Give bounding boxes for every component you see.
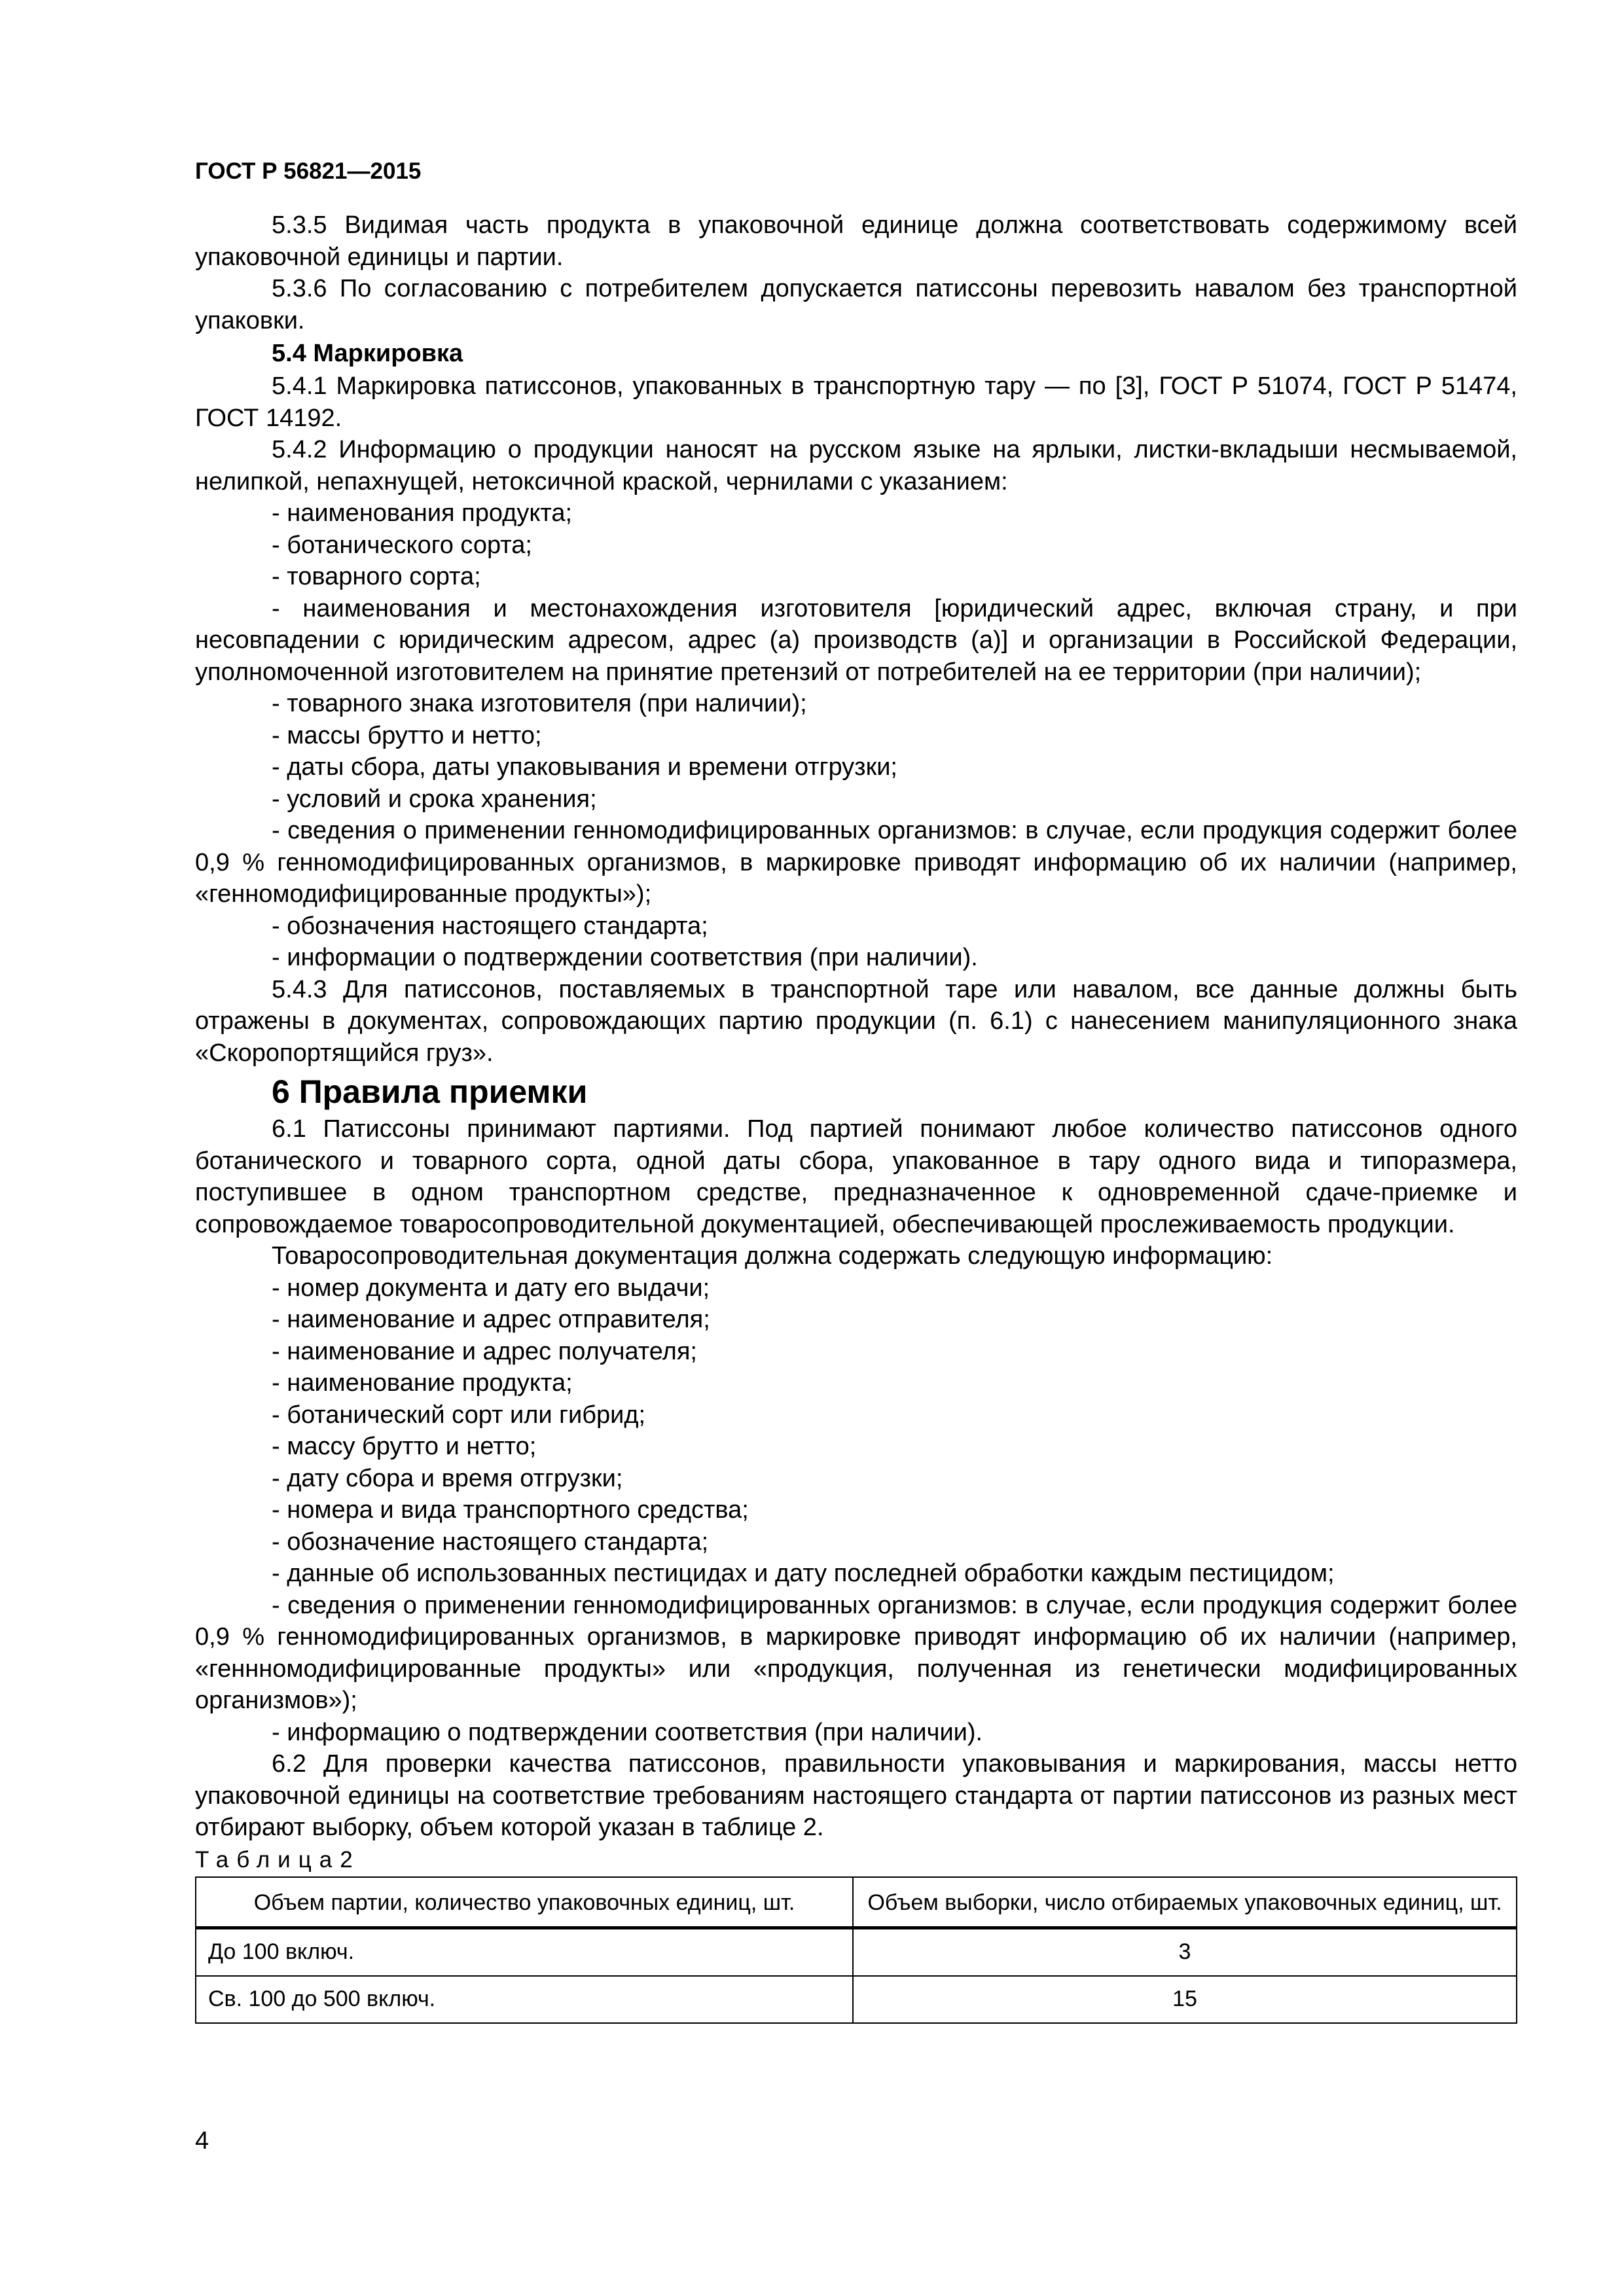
document-header: ГОСТ Р 56821—2015 [195, 158, 422, 184]
list-item: - ботанический сорт или гибрид; [272, 1401, 646, 1429]
table-cell: 3 [853, 1928, 1517, 1976]
paragraph-5-3-6: 5.3.6 По согласованию с потребителем допускается патиссоны перевозить навалом без транспортной упаковки. [195, 275, 1517, 334]
list-item: - наименования продукта; [272, 499, 573, 527]
table-caption: Таблица2 [195, 1846, 361, 1873]
paragraph-6-1: 6.1 Патиссоны принимают партиями. Под партией понимают любое количество патиссонов одного ботанического и товарного сорта, одной даты сбора, упакованное в тару одного вида и типоразмера, поступившее в одном транспортном средстве, предназначенное к одновременной сдаче-приемке и сопровождаемое товаросопроводительной документацией, обеспечивающей прослеживаемость продукции. [195, 1115, 1517, 1238]
table-row [196, 1928, 1517, 1976]
paragraph-6-2: 6.2 Для проверки качества патиссонов, правильности упаковывания и маркирования, массы нетто упаковочной единицы на соответствие требованиям настоящего стандарта от партии патиссонов из разных мест отбирают выборку, объем которой указан в таблице 2. [195, 1750, 1517, 1841]
list-item: - ботанического сорта; [272, 531, 532, 559]
table-cell: 15 [853, 1976, 1517, 2023]
list-item: - данные об использованных пестицидах и дату последней обработки каждым пестицидом; [272, 1560, 1335, 1587]
list-item: - массу брутто и нетто; [272, 1433, 537, 1460]
list-item: - товарного сорта; [272, 563, 481, 590]
list-item: - наименования и местонахождения изготовителя [юридический адрес, включая страну, и при несовпадении с юридическим адресом, адрес (а) производств (а)] и организации в Российской Федерации, уполномоченной изготовителем на принятие претензий от потребителей на ее территории (при наличии); [195, 594, 1517, 686]
list-item: - наименование и адрес отправителя; [272, 1306, 710, 1333]
list-item: - товарного знака изготовителя (при наличии); [272, 690, 807, 717]
list-item: - условий и срока хранения; [272, 785, 597, 813]
list-item: - обозначение настоящего стандарта; [272, 1528, 709, 1556]
table-header-row [196, 1877, 1517, 1928]
list-item: - номера и вида транспортного средства; [272, 1496, 749, 1524]
page-number: 4 [195, 2127, 209, 2155]
document-page [195, 157, 1517, 2024]
sample-size-table [195, 1876, 1517, 2024]
list-item: - информацию о подтверждении соответствия (при наличии). [272, 1718, 983, 1746]
list-item: - дату сбора и время отгрузки; [272, 1464, 623, 1492]
paragraph-6-1-docs: Товаросопроводительная документация должна содержать следующую информацию: [272, 1242, 1273, 1270]
paragraph-5-4-3: 5.4.3 Для патиссонов, поставляемых в транспортной таре или навалом, все данные должны быть отражены в документах, сопровождающих партию продукции (п. 6.1) с нанесением манипуляционного знака «Скоропортящийся груз». [195, 975, 1517, 1067]
list-item: - сведения о применении генномодифицированных организмов: в случае, если продукция содержит более 0,9 % генномодифицированных организмов, в маркировке приводят информацию об их наличии (например, «генномодифицированные продукты»); [195, 817, 1517, 908]
list-item: - обозначения настоящего стандарта; [272, 912, 708, 940]
list-item: - номер документа и дату его выдачи; [272, 1274, 710, 1302]
list-item: - наименование продукта; [272, 1369, 573, 1397]
list-item: - наименование и адрес получателя; [272, 1337, 697, 1365]
list-item: - массы брутто и нетто; [272, 721, 542, 749]
paragraph-5-4-2: 5.4.2 Информацию о продукции наносят на русском языке на ярлыки, листки-вкладыши несмываемой, нелипкой, непахнущей, нетоксичной краской, чернилами с указанием: [195, 436, 1517, 495]
table-cell: Св. 100 до 500 включ. [196, 1976, 853, 2023]
table-cell: До 100 включ. [196, 1928, 853, 1976]
list-item: - даты сбора, даты упаковывания и времени отгрузки; [272, 753, 897, 781]
paragraph-5-3-5: 5.3.5 Видимая часть продукта в упаковочной единице должна соответствовать содержимому всей упаковочной единицы и партии. [195, 211, 1517, 271]
table-row [196, 1976, 1517, 2023]
table-header-cell: Объем выборки, число отбираемых упаковочных единиц, шт. [853, 1877, 1517, 1928]
list-item: - сведения о применении генномодифицированных организмов: в случае, если продукция содержит более 0,9 % генномодифицированных организмов, в маркировке приводят информацию об их наличии (например, «геннномодифицированные продукты» или «продукция, полученная из генетически модифицированных организмов»); [195, 1591, 1517, 1714]
section-heading-5-4: 5.4 Маркировка [272, 340, 463, 367]
section-heading-6: 6 Правила приемки [272, 1073, 588, 1110]
paragraph-5-4-1: 5.4.1 Маркировка патиссонов, упакованных в транспортную тару — по [3], ГОСТ Р 51074, ГОСТ Р 51474, ГОСТ 14192. [195, 372, 1517, 432]
list-item: - информации о подтверждении соответствия (при наличии). [272, 944, 978, 971]
table-header-cell: Объем партии, количество упаковочных единиц, шт. [196, 1877, 853, 1928]
